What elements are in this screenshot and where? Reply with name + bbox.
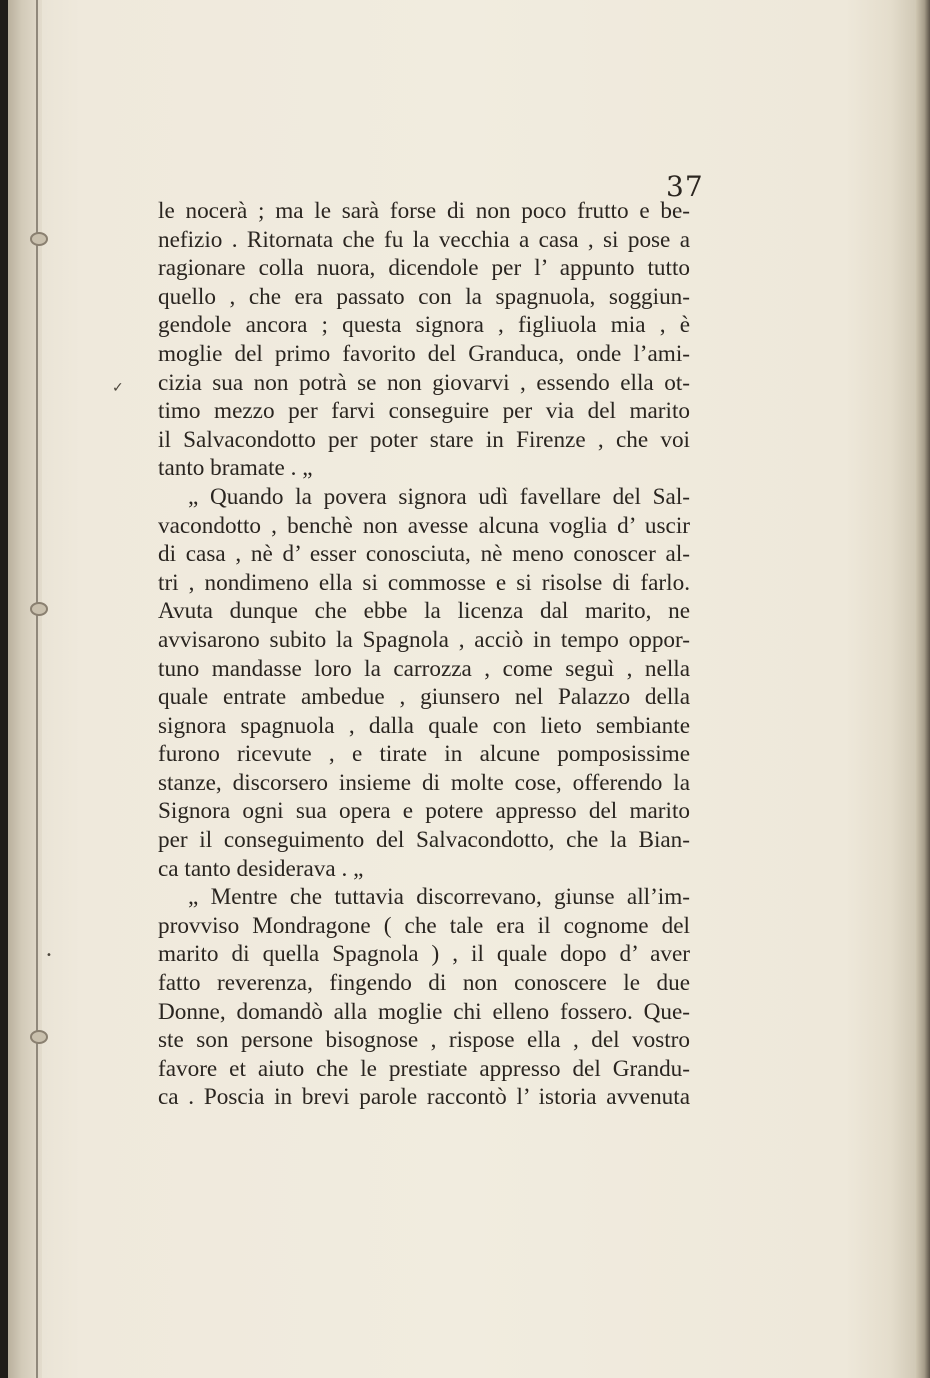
text-line: tri , nondimeno ella si commosse e si risolse di farlo. [158,569,690,596]
text-line: quale entrate ambedue , giunsero nel Palazzo della [158,684,690,711]
text-line: fatto reverenza, fingendo di non conoscere le due [158,970,690,997]
text-line: di casa , nè d’ esser conosciuta, nè meno conoscer al- [158,541,690,568]
text-line: signora spagnuola , dalla quale con lieto sembiante [158,712,690,739]
binding-fold-line [36,0,38,1378]
text-line: cizia sua non potrà se non giovarvi , essendo ella ot- [158,369,690,396]
text-line: timo mezzo per farvi conseguire per via del marito [158,398,690,425]
text-line: ragionare colla nuora, dicendole per l’ appunto tutto [158,255,690,282]
binding-thread-icon [30,1030,48,1044]
page-number: 37 [666,170,704,203]
text-line: avvisarono subito la Spagnola , acciò in tempo oppor- [158,626,690,653]
text-line: moglie del primo favorito del Granduca, onde l’ami- [158,340,690,367]
text-line: nefizio . Ritornata che fu la vecchia a casa , si pose a [158,226,690,253]
text-line: le nocerà ; ma le sarà forse di non poco frutto e be- [158,198,690,224]
text-line: favore et aiuto che le prestiate appresso del Grandu- [158,1055,690,1082]
text-line: stanze, discorsero insieme di molte cose, offerendo la [158,769,690,796]
text-line: Avuta dunque che ebbe la licenza dal marito, ne [158,598,690,625]
margin-dot-icon: • [46,950,52,961]
text-line: gendole ancora ; questa signora , figliuola mia , è [158,312,690,339]
binding-thread-icon [30,232,48,246]
text-line: vacondotto , benchè non avesse alcuna voglia d’ uscir [158,512,690,539]
text-line: furono ricevute , e tirate in alcune pomposissime [158,741,690,768]
margin-mark-icon: ✓ [112,380,124,396]
text-line: il Salvacondotto per poter stare in Firenze , che voi [158,426,690,453]
text-line: Signora ogni sua opera e potere appresso del marito [158,798,690,825]
body-text [158,197,690,1112]
text-line: „ Quando la povera signora udì favellare del Sal- [188,483,690,510]
text-line: „ Mentre che tuttavia discorrevano, giunse all’im- [188,884,690,911]
text-line: per il conseguimento del Salvacondotto, che la Bian- [158,827,690,854]
text-line: tuno mandasse loro la carrozza , come seguì , nella [158,655,690,682]
text-line: ca . Poscia in brevi parole raccontò l’ istoria avvenuta [158,1084,690,1111]
text-line: ca tanto desiderava . „ [158,855,364,882]
text-line: tanto bramate . „ [158,455,313,482]
text-line: quello , che era passato con la spagnuola, soggiun- [158,283,690,310]
text-line: provviso Mondragone ( che tale era il cognome del [158,912,690,939]
text-line: Donne, domandò alla moglie chi elleno fossero. Que- [158,998,690,1025]
page-right-edge [916,0,930,1378]
text-line: ste son persone bisognose , rispose ella , del vostro [158,1027,690,1054]
binding-thread-icon [30,602,48,616]
text-line: marito di quella Spagnola ) , il quale dopo d’ aver [158,941,690,968]
